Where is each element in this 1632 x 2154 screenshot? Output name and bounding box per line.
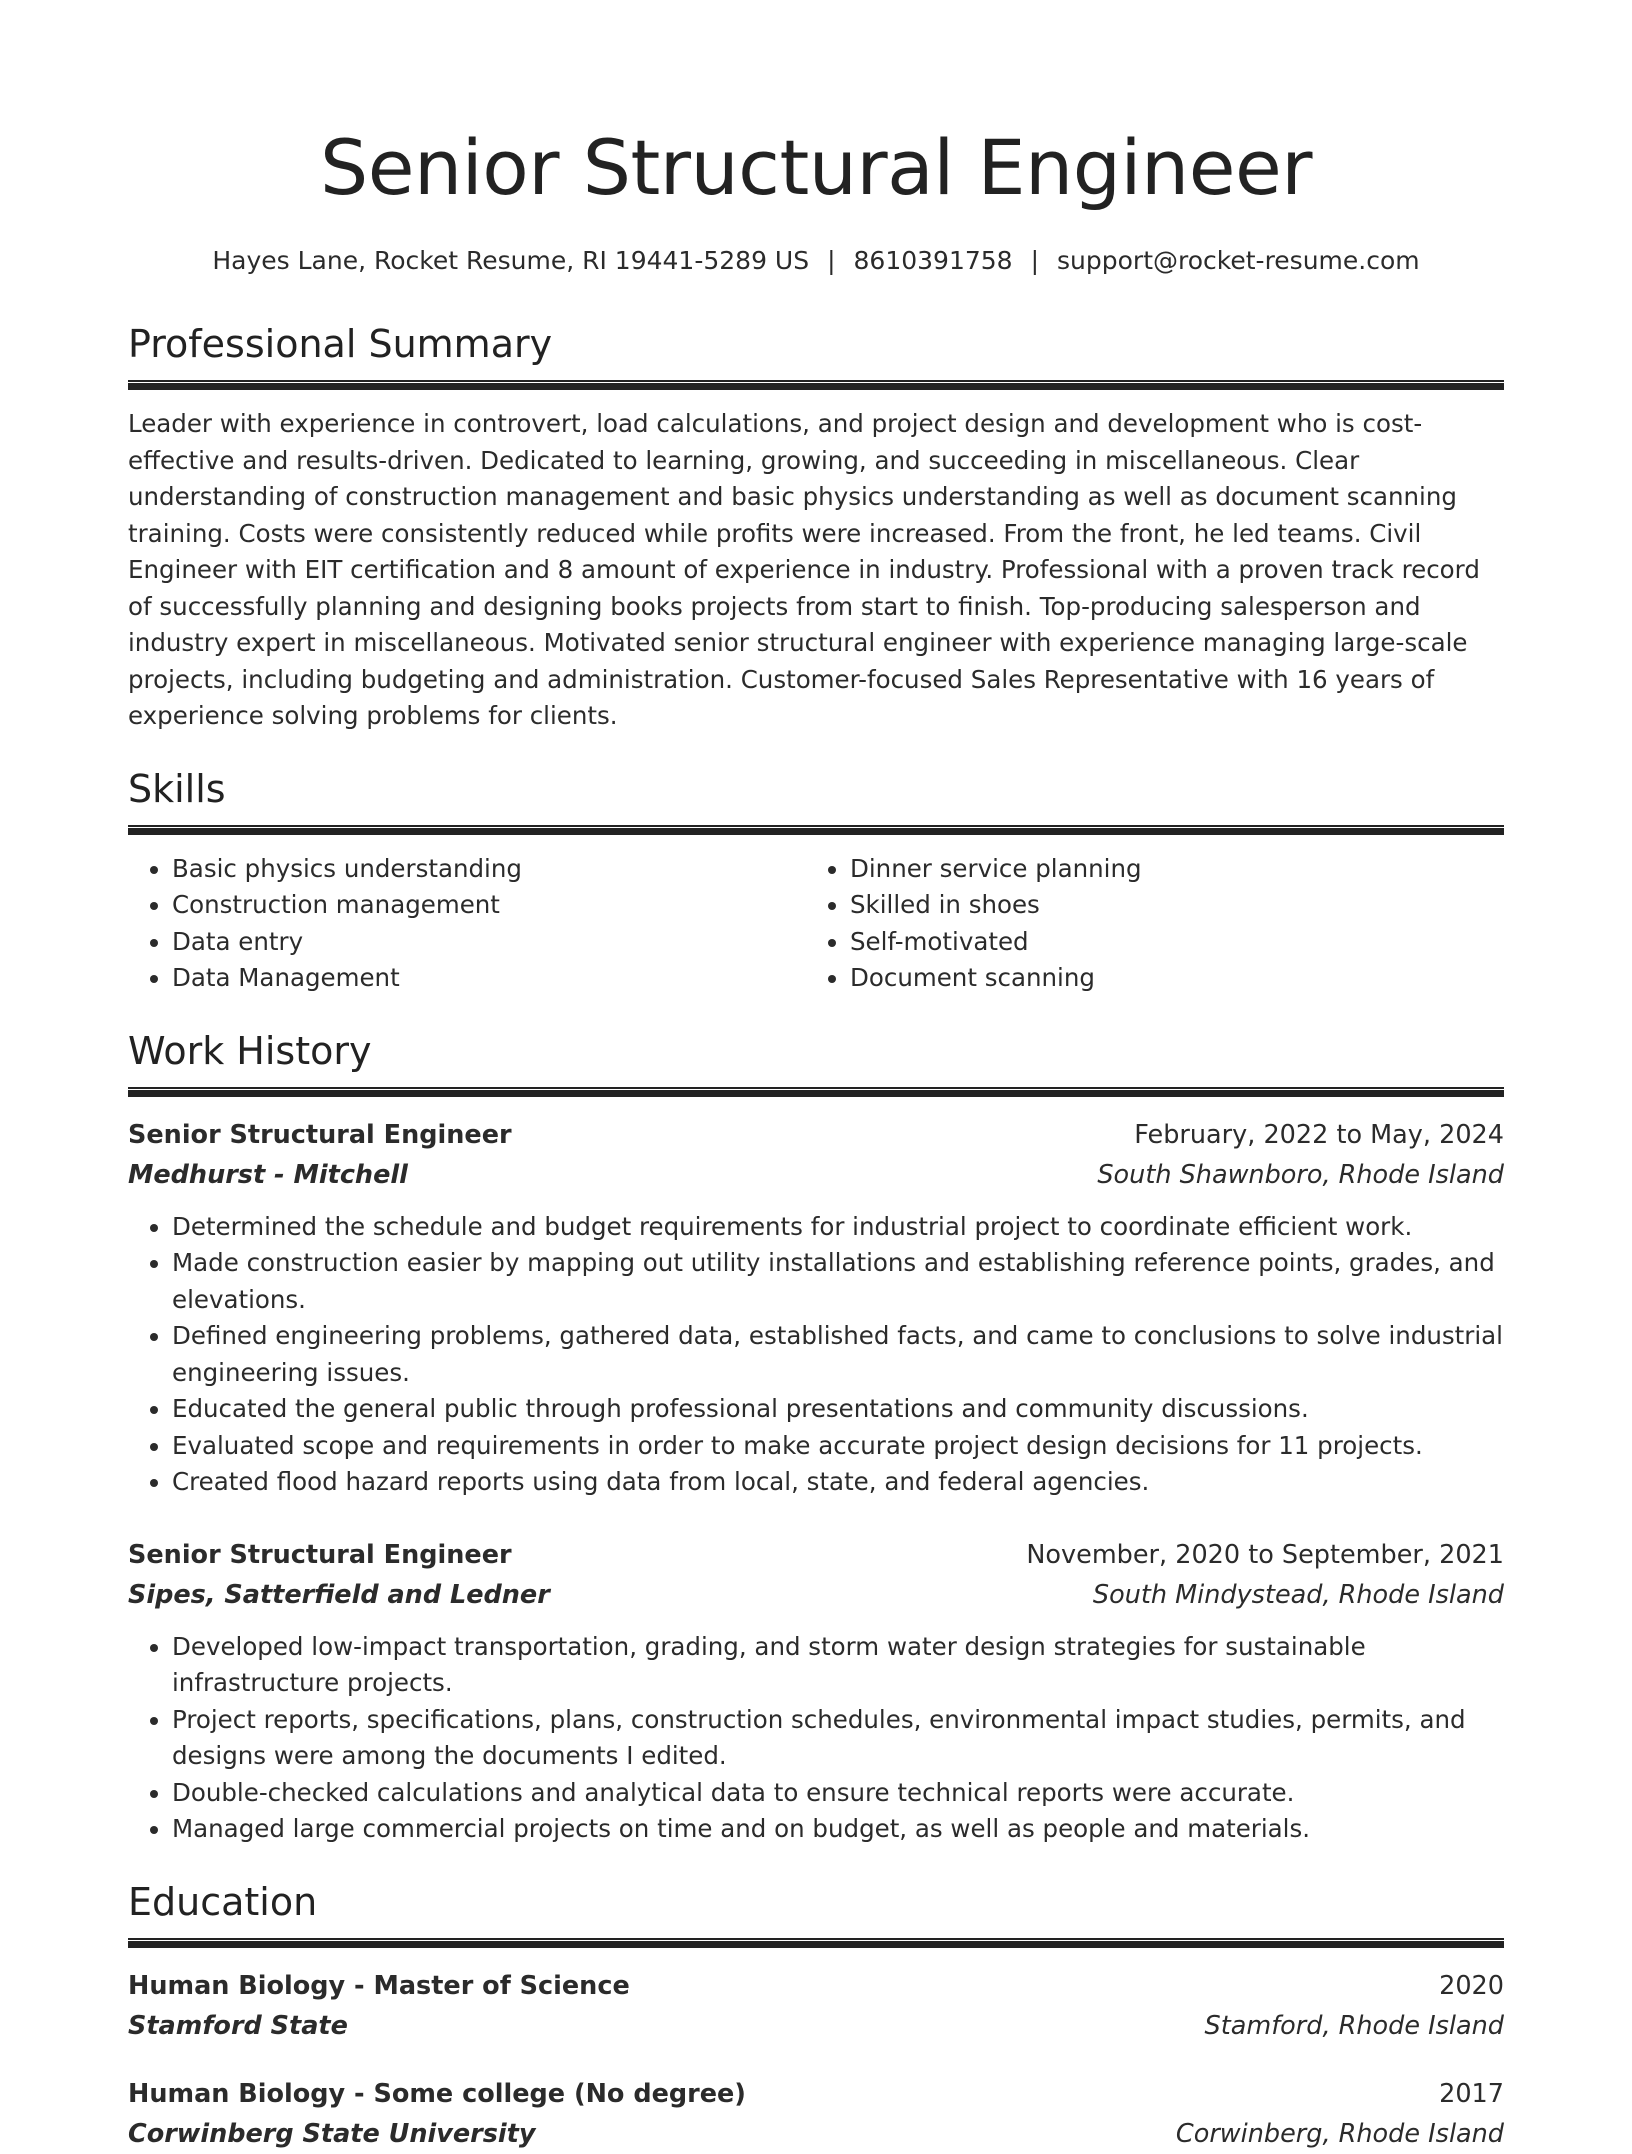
education-degree: Human Biology - Some college (No degree): [128, 2078, 746, 2109]
section-heading-work-history: Work History: [128, 1028, 372, 1073]
contact-separator: |: [1030, 246, 1040, 275]
job-header-row: [128, 1115, 1504, 1155]
education-header-row: [128, 1966, 1504, 2006]
job-bullet: • Defined engineering problems, gathered data, established facts, and came to conclusions to solve industrial engineering issues.: [172, 1318, 1504, 1391]
work-history-section: [128, 1027, 1504, 1848]
job-bullet: • Made construction easier by mapping out utility installations and establishing reference points, grades, and elevations.: [172, 1245, 1504, 1318]
summary-text: Leader with experience in controvert, load calculations, and project design and development who is cost-effective and results-driven. Dedicated to learning, growing, and succeeding in miscellaneous. Clear understanding of construction management and basic physics understanding as well as document scanning training. Costs were consistently reduced while profits were increased. From the front, he led teams. Civil Engineer with EIT certification and 8 amount of experience in industry. Professional with a proven track record of successfully planning and designing books projects from start to finish. Top-producing salesperson and industry expert in miscellaneous. Motivated senior structural engineer with experience managing large-scale projects, including budgeting and administration. Customer-focused Sales Representative with 16 years of experience solving problems for clients.: [128, 409, 1480, 730]
education-entry: [128, 2074, 1504, 2154]
skill-item: • Self-motivated: [850, 924, 1484, 961]
job-bullet: • Double-checked calculations and analytical data to ensure technical reports were accurate.: [172, 1775, 1504, 1812]
education-header-row: [128, 2074, 1504, 2114]
section-divider: [128, 825, 1504, 835]
skills-grid: [128, 851, 1504, 997]
skill-item: • Skilled in shoes: [850, 887, 1484, 924]
skill-item: • Data Management: [172, 960, 806, 997]
skill-item: • Basic physics understanding: [172, 851, 806, 888]
education-location: Stamford, Rhode Island: [1204, 2010, 1504, 2041]
section-heading-skills: Skills: [128, 766, 226, 811]
section-heading-education: Education: [128, 1879, 318, 1924]
job-header-row: [128, 1535, 1504, 1575]
contact-separator: |: [827, 246, 836, 275]
job-bullet: • Determined the schedule and budget requirements for industrial project to coordinate efficient work.: [172, 1209, 1504, 1246]
skills-column-right: [806, 851, 1484, 997]
resume-page: [128, 0, 1504, 2154]
education-school-row: [128, 2006, 1504, 2046]
section-divider: [128, 380, 1504, 390]
job-bullet: • Created flood hazard reports using data from local, state, and federal agencies.: [172, 1464, 1504, 1501]
job-bullet: • Developed low-impact transportation, grading, and storm water design strategies for sustainable infrastructure projects.: [172, 1629, 1504, 1702]
education-year: 2017: [1439, 2078, 1504, 2109]
education-school-row: [128, 2114, 1504, 2154]
skill-item: • Dinner service planning: [850, 851, 1484, 888]
job-employer-row: [128, 1575, 1504, 1615]
skill-item: • Construction management: [172, 887, 806, 924]
job-dates: November, 2020 to September, 2021: [1026, 1539, 1504, 1570]
job-entry: [128, 1535, 1504, 1848]
job-dates: February, 2022 to May, 2024: [1134, 1119, 1504, 1150]
contact-phone: 8610391758: [853, 246, 1013, 275]
job-bullet: • Educated the general public through professional presentations and community discussions.: [172, 1391, 1504, 1428]
education-section: [128, 1878, 1504, 2154]
summary-section: [128, 320, 1504, 735]
skills-column-left: [128, 851, 806, 997]
skills-section: [128, 765, 1504, 997]
job-title: Senior Structural Engineer: [128, 1119, 512, 1150]
job-entry: [128, 1115, 1504, 1501]
job-bullets: [128, 1629, 1504, 1848]
job-bullets: [128, 1209, 1504, 1501]
section-divider: [128, 1087, 1504, 1097]
job-bullet: • Project reports, specifications, plans, construction schedules, environmental impact studies, permits, and designs were among the documents I edited.: [172, 1702, 1504, 1775]
section-heading-summary: Professional Summary: [128, 322, 553, 366]
job-location: South Mindystead, Rhode Island: [1092, 1579, 1504, 1610]
section-divider: [128, 1938, 1504, 1948]
education-year: 2020: [1439, 1970, 1504, 2001]
contact-address: Hayes Lane, Rocket Resume, RI 19441-5289 US: [212, 246, 810, 275]
job-bullet: • Managed large commercial projects on time and on budget, as well as people and materials.: [172, 1811, 1504, 1848]
job-bullet: • Evaluated scope and requirements in order to make accurate project design decisions for 11 projects.: [172, 1428, 1504, 1465]
job-employer: Sipes, Satterfield and Ledner: [128, 1579, 550, 1610]
skill-item: • Data entry: [172, 924, 806, 961]
education-entry: [128, 1966, 1504, 2046]
skill-item: • Document scanning: [850, 960, 1484, 997]
contact-email: support@rocket-resume.com: [1057, 246, 1420, 275]
job-employer: Medhurst - Mitchell: [128, 1159, 408, 1190]
education-school: Corwinberg State University: [128, 2118, 536, 2149]
job-title: Senior Structural Engineer: [128, 1539, 512, 1570]
contact-line: [128, 244, 1504, 278]
resume-title: Senior Structural Engineer: [320, 123, 1312, 212]
job-employer-row: [128, 1155, 1504, 1195]
job-location: South Shawnboro, Rhode Island: [1097, 1159, 1504, 1190]
education-location: Corwinberg, Rhode Island: [1175, 2118, 1504, 2149]
education-school: Stamford State: [128, 2010, 348, 2041]
education-degree: Human Biology - Master of Science: [128, 1970, 630, 2001]
